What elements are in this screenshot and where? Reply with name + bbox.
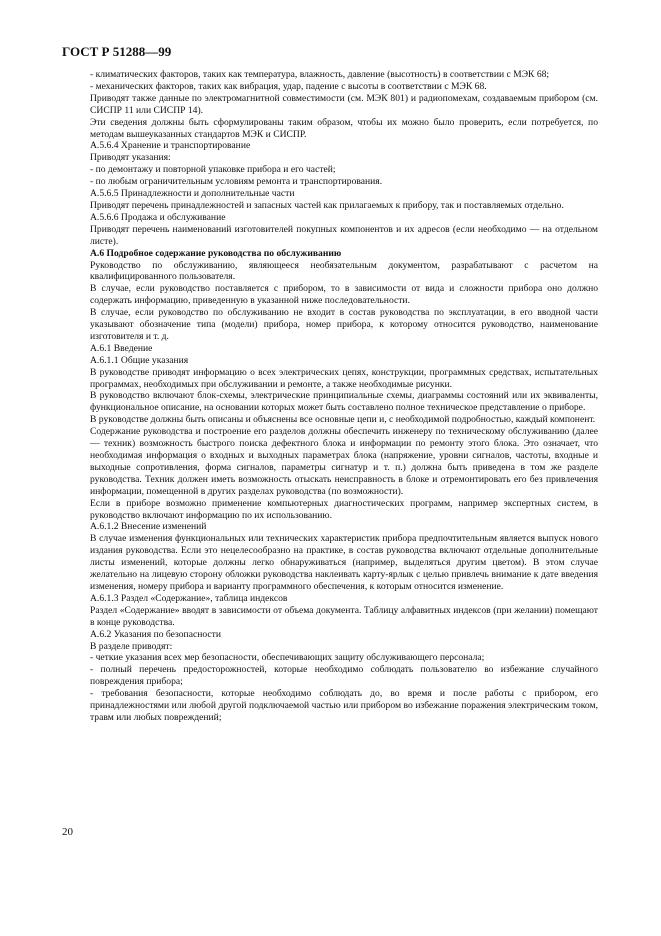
section-heading: А.6.1.2 Внесение изменений xyxy=(90,521,207,533)
paragraph: В руководство включают блок-схемы, электрические принципиальные схемы, диаграммы состояний или их эквиваленты, функциональное описание, на основании которых может быть составлено полное техническое представление о приборе. xyxy=(90,390,598,414)
paragraph: Раздел «Содержание» вводят в зависимости от объема документа. Таблицу алфавитных индексов (при желании) помещают в конце руководства. xyxy=(90,604,598,628)
paragraph: Руководство по обслуживанию, являющееся необязательным документом, разрабатывают с расчетом на квалифицированного пользователя. xyxy=(90,259,598,283)
paragraph: Приводят также данные по электромагнитной совместимости (см. МЭК 801) и радиопомехам, создаваемым прибором (см. СИСПР 11 или СИСПР 14). xyxy=(90,92,598,116)
list-item: - механических факторов, таких как вибрация, удар, падение с высоты в соответствии с МЭК 68. xyxy=(90,80,487,92)
document-code-header: ГОСТ Р 51288—99 xyxy=(62,44,172,59)
section-title: А.6 Подробное содержание руководства по обслуживанию xyxy=(90,247,342,259)
paragraph: В случае изменения функциональных или технических характеристик прибора предпочтительным является выпуск нового издания руководства. Если это нецелесообразно на практике, в состав руководства включают отдельные дополнительные листы изменений, которые должны легко обнаруживаться (например, выделяться другим цветом). В этом случае желательно на лицевую сторону обложки руководства наклеивать карту-ярлык с целью привлечь внимание к дате введения изменения, номеру прибора и варианту программного обеспечения, к которым относится изменение. xyxy=(90,533,598,592)
paragraph: В случае, если руководство поставляется с прибором, то в зависимости от вида и сложности прибора оно должно содержать информацию, приведенную в указанной ниже последовательности. xyxy=(90,283,598,307)
list-item: - по любым ограничительным условиям ремонта и транспортирования. xyxy=(90,176,383,188)
paragraph: Если в приборе возможно применение компьютерных диагностических программ, например экспертных систем, в руководство включают информацию по их использованию. xyxy=(90,497,598,521)
list-item: - четкие указания всех мер безопасности, обеспечивающих защиту обслуживающего персонала; xyxy=(90,652,485,664)
section-heading: А.6.2 Указания по безопасности xyxy=(90,628,221,640)
paragraph: В разделе приводят: xyxy=(90,640,173,652)
paragraph: Приводят перечень наименований изготовителей покупных компонентов и их адресов (если необходимо — на отдельном листе). xyxy=(90,223,598,247)
section-heading: А.6.1 Введение xyxy=(90,342,153,354)
page-number: 20 xyxy=(62,826,73,838)
paragraph: В случае, если руководство по обслуживанию не входит в состав руководства по эксплуатации, в его вводной части указывают обозначение типа (модели) прибора, номер прибора, к которому относится руководство, наименование изготовителя и т. д. xyxy=(90,307,598,342)
paragraph: Приводят перечень принадлежностей и запасных частей как прилагаемых к прибору, так и поставляемых отдельно. xyxy=(90,199,564,211)
section-heading: А.5.6.5 Принадлежности и дополнительные части xyxy=(90,188,295,200)
list-item: - полный перечень предосторожностей, которые необходимо соблюдать пользователю во избежание случайного повреждения прибора; xyxy=(90,664,598,688)
section-heading: А.5.6.4 Хранение и транспортирование xyxy=(90,140,251,152)
document-body xyxy=(90,69,598,724)
section-heading: А.6.1.3 Раздел «Содержание», таблица индексов xyxy=(90,592,288,604)
list-item: - по демонтажу и повторной упаковке прибора и его частей; xyxy=(90,164,336,176)
paragraph: Эти сведения должны быть сформулированы таким образом, чтобы их можно было проверить, если потребуется, по методам вышеуказанных стандартов МЭК и СИСПР. xyxy=(90,116,598,140)
list-item: - климатических факторов, таких как температура, влажность, давление (высотность) в соответствии с МЭК 68; xyxy=(90,69,550,80)
paragraph: Приводят указания: xyxy=(90,152,171,164)
list-item: - требования безопасности, которые необходимо соблюдать до, во время и после работы с прибором, его принадлежностями или любой другой подключаемой частью или прибором во избежание поражения электрическим током, травм или любых повреждений; xyxy=(90,688,598,723)
paragraph: Содержание руководства и построение его разделов должны обеспечить инженеру по техническому обслуживанию (далее — техник) возможность быстрого поиска дефектного блока и информации по ремонту этого блока. Это означает, что необходимая информация о входных и выходных параметрах блока (напряжение, уровни сигналов, частоты, входные и выходные сопротивления, форма сигналов, параметры сигнатур и т. п.) должна быть приведена в том же разделе руководства. Техник должен иметь возможность отыскать неисправность в блоке и отремонтировать его без привлечения информации, помещенной в других разделах руководства (по возможности). xyxy=(90,426,598,497)
section-heading: А.5.6.6 Продажа и обслуживание xyxy=(90,211,226,223)
paragraph: В руководстве должны быть описаны и объяснены все основные цепи и, с необходимой подробностью, каждый компонент. xyxy=(90,414,596,426)
paragraph: В руководстве приводят информацию о всех электрических цепях, конструкции, программных средствах, испытательных программах, необходимых при обслуживании и ремонте, а также необходимые рисунки. xyxy=(90,366,598,390)
section-heading: А.6.1.1 Общие указания xyxy=(90,354,189,366)
